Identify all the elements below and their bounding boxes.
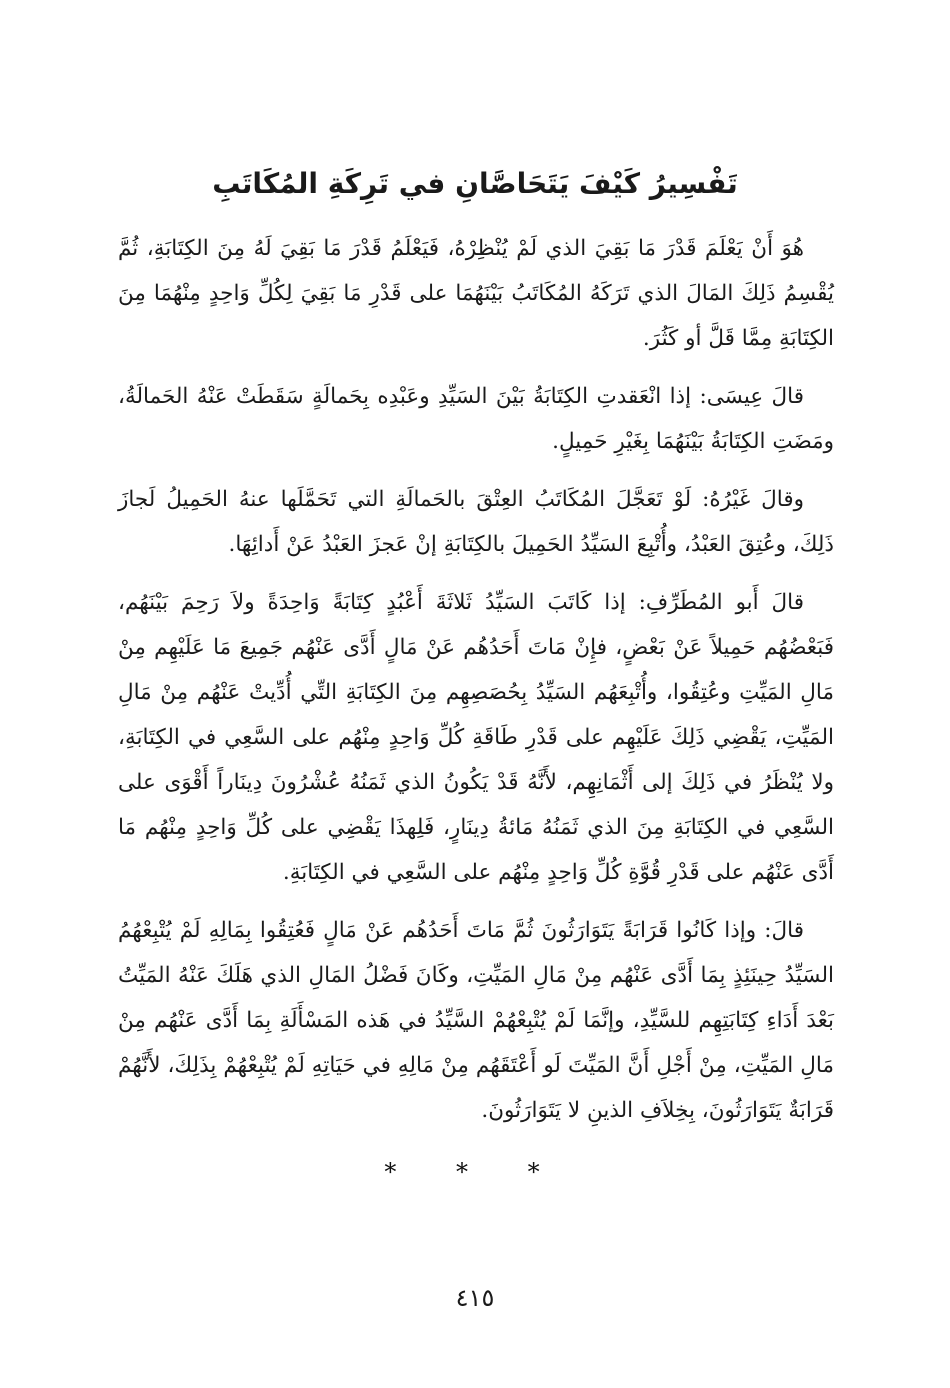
page-number: ٤١٥	[455, 1284, 495, 1312]
section-separator: * * *	[384, 1158, 566, 1186]
page-title: تَفْسِيرُ كَيْفَ يَتَحَاصَّانِ في تَرِكَةِ المُكَاتَبِ	[212, 167, 738, 200]
paragraph-5: قالَ: وإذا كَانُوا قَرَابَةً يَتَوَارَثُونَ ثُمَّ مَاتَ أَحَدُهُم عَنْ مَالٍ فَعُتِقُوا بِمَالِهِ لَمْ يُتْبِعْهُمُ السَيِّدُ حِينَئِذٍ بِمَا أَدَّى عَنْهُم مِنْ مَالِ المَيِّتِ، وكَانَ فَضْلُ المَالِ الذي هَلَكَ عَنْهُ المَيِّتُ بَعْدَ أَدَاءِ كِتَابَتِهِم للسَّيِّدِ، وإنَّمَا لَمْ يُتْبِعْهُمْ السَّيِّدُ في هَذه المَسْأَلَةِ بِمَا أَدَّى عَنْهُم مِنْ مَالِ المَيِّتِ، مِنْ أَجْلِ أَنَّ المَيِّتَ لَو أَعْتَقَهُم مِنْ مَالِهِ في حَيَاتِهِ لَمْ يُتْبِعْهُمْ بِذَلِكَ، لأَنَّهُمْ قَرَابَةٌ يَتَوَارَثُونَ، بِخِلاَفِ الذينِ لا يَتَوَارَثُونَ.	[118, 918, 834, 1123]
body-text	[118, 226, 834, 1146]
paragraph-1: هُوَ أَنْ يَعْلَمَ قَدْرَ مَا بَقِيَ الذي لَمْ يُنْظِرْهُ، فَيَعْلَمُ قَدْرَ مَا بَقِيَ لَهُ مِنَ الكِتَابَةِ، ثُمَّ يُقْسِمُ ذَلِكَ المَالَ الذي تَرَكَهُ المُكَاتَبُ بَيْنَهُمَا على قَدْرِ مَا بَقِيَ لِكُلِّ وَاحِدٍ مِنْهُمَا مِنَ الكِتَابَةِ مِمَّا قَلَّ أو كَثُرَ.	[118, 236, 834, 351]
paragraph-2: قالَ عِيسَى: إذا انْعَقدتِ الكِتَابَةُ بَيْنَ السَيِّدِ وعَبْدِه بِحَمالَةٍ سَقَطَتْ عَنْهُ الحَمالَةُ، ومَضَتِ الكِتَابَةُ بَيْنَهُمَا بِغَيْرِ حَمِيلٍ.	[118, 384, 834, 454]
paragraph-3: وقالَ غَيْرُهُ: لَوْ تَعَجَّلَ المُكَاتَبُ العِتْقَ بالحَمالَةِ التي تَحَمَّلَها عنهُ الحَمِيلُ لَجازَ ذَلِكَ، وعُتِقَ العَبْدُ، وأُتْبِعَ السَيِّدُ الحَمِيلَ بالكِتَابَةِ إنْ عَجزَ العَبْدُ عَنْ أَدائِهَا.	[118, 487, 834, 557]
paragraph-4: قالَ أَبو المُطَرِّفِ: إذا كَاتَبَ السَيِّدُ ثَلاثَةَ أَعْبُدٍ كِتَابَةً وَاحِدَةً ولاَ رَحِمَ بَيْنَهُم، فَبَعْضُهُم حَمِيلاً عَنْ بَعْضٍ، فإِنْ مَاتَ أَحَدُهُم عَنْ مَالٍ أَدَّى عَنْهُم جَمِيعَ مَا عَلَيْهِم مِنْ مَالِ المَيِّتِ وعُتِقُوا، وأُتْبِعَهُم السَيِّدُ بِحُصَصِهِم مِنَ الكِتَابَةِ التِّي أُدِّيتْ عَنْهُم مِنْ مَالِ المَيِّتِ، يَقْضِي ذَلِكَ عَلَيْهِم على قَدْرِ طَاقَةِ كُلِّ وَاحِدٍ مِنْهُم على السَّعِي في الكِتَابَةِ، ولا يُنْظَرُ في ذَلِكَ إلى أَثْمَانِهِم، لأَنَّهُ قَدْ يَكُونُ الذي ثَمَنُهُ عُشْرُونَ دِينَاراً أَقْوَى على السَّعِي في الكِتَابَةِ مِنَ الذي ثَمَنُهُ مَائةُ دِينَارٍ، فَلِهذَا يَقْضِي على كُلِّ وَاحِدٍ مِنْهُم مَا أَدَّى عَنْهُم على قَدْرِ قُوَّةِ كُلِّ وَاحِدٍ مِنْهُم على السَّعِي في الكِتَابَةِ.	[118, 590, 834, 885]
